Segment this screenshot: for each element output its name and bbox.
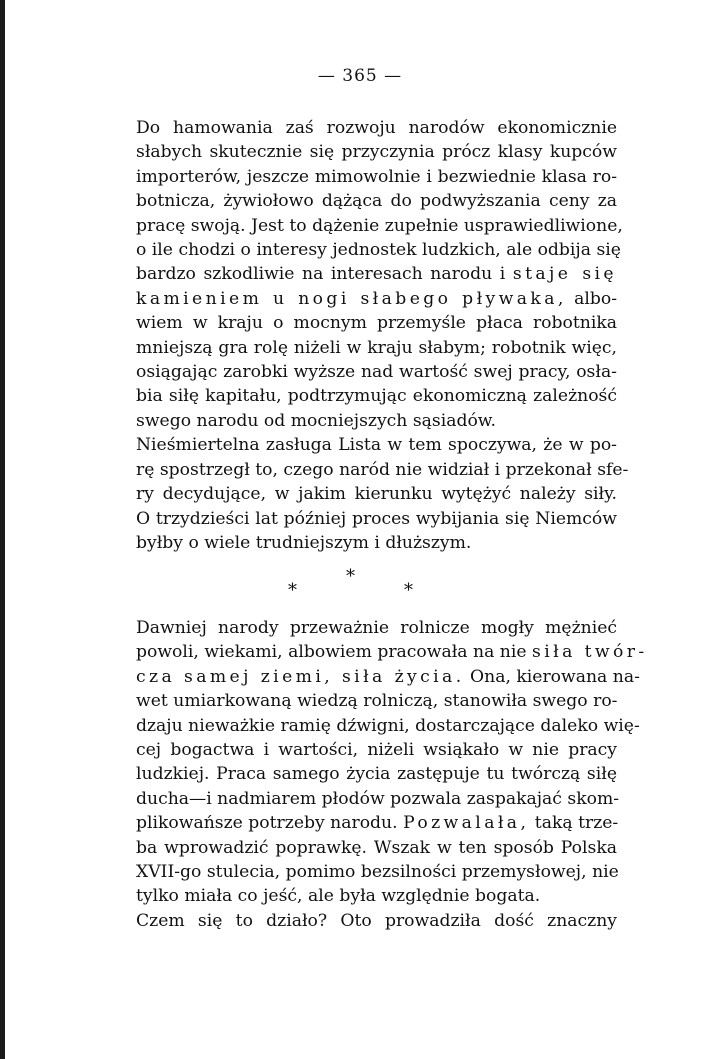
- text-line: byłby o wiele trudniejszym i dłuższym.: [136, 532, 472, 553]
- text-line: słabych skutecznie się przyczynia prócz klasy kupców: [136, 142, 617, 163]
- text-line: [108, 262, 617, 286]
- text-line: importerów, jeszcze mimowolnie i bezwiednie klasa ro-: [136, 166, 617, 187]
- spaced-emphasis: kamieniem u nogi słabego pływaka,: [136, 288, 567, 309]
- text-run: bardzo szkodliwie na interesach narodu i: [136, 264, 506, 285]
- text-line: wet umiarkowaną wiedzą rolniczą, stanowiła swego ro-: [136, 691, 618, 712]
- text-line: [108, 665, 640, 689]
- text-block-lower: [108, 616, 648, 933]
- text-line: wiem w kraju o mocnym przemyśle płaca robotnika: [136, 313, 617, 334]
- text-line: XVII-go stulecia, pomimo bezsilności przemysłowej, nie: [136, 862, 619, 883]
- separator-star: *: [288, 580, 297, 601]
- text-line: osiągając zarobki wyższe nad wartość swej pracy, osła-: [136, 362, 617, 383]
- section-separator: [0, 566, 720, 606]
- text-line: Do hamowania zaś rozwoju narodów ekonomicznie: [136, 118, 617, 138]
- text-line: [108, 287, 617, 311]
- spaced-emphasis: staje się: [512, 264, 618, 285]
- separator-star: *: [346, 566, 355, 587]
- page-number: — 365 —: [317, 66, 403, 86]
- spaced-emphasis: Pozwalała,: [403, 813, 530, 834]
- spaced-emphasis: siła twór-: [532, 642, 648, 663]
- text-line: swego narodu od mocniejszych sąsiadów.: [136, 410, 496, 431]
- text-line: [108, 811, 617, 835]
- text-run: Ona, kierowana na-: [470, 666, 640, 687]
- text-line: Dawniej narody przeważnie rolnicze mogły mężnieć: [136, 618, 617, 638]
- text-line: tylko miała co jeść, ale była względnie bogata.: [136, 886, 541, 907]
- separator-star: *: [404, 580, 413, 601]
- text-run: plikowańsze potrzeby narodu.: [136, 813, 398, 834]
- text-line: pracę swoją. Jest to dążenie zupełnie usprawiedliwione,: [136, 215, 623, 236]
- paragraph-1: [108, 116, 623, 433]
- spaced-emphasis: cza samej ziemi, siła życia.: [136, 666, 465, 687]
- text-line: O trzydzieści lat później proces wybijania się Niemców: [136, 508, 617, 529]
- text-line: o ile chodzi o interesy jednostek ludzkich, ale odbija się: [136, 240, 621, 261]
- paragraph-3: [108, 616, 648, 909]
- text-line: mniejszą gra rolę niżeli w kraju słabym; robotnik więc,: [136, 337, 617, 358]
- text-line: ba wprowadzić poprawkę. Wszak w ten sposób Polska: [136, 837, 617, 858]
- text-line: dzaju nieważkie ramię dźwigni, dostarczające daleko wię-: [136, 715, 640, 736]
- page-left-edge: [0, 0, 5, 1059]
- text-line: rę spostrzegł to, czego naród nie widział i przekonał sfe-: [136, 459, 629, 480]
- text-line: [108, 640, 648, 664]
- text-run: taką trze-: [534, 813, 619, 834]
- text-line: ducha—i nadmiarem płodów pozwala zaspakajać skom-: [136, 788, 620, 809]
- text-line: ludzkiej. Praca samego życia zastępuje tu twórczą siłę: [136, 764, 617, 785]
- paragraph-4: [108, 909, 617, 933]
- text-line: Nieśmiertelna zasługa Lista w tem spoczywa, że w po-: [136, 435, 617, 456]
- text-line: botnicza, żywiołowo dążąca do podwyższania ceny za: [136, 191, 617, 212]
- text-block-upper: [108, 116, 629, 555]
- paragraph-2: [108, 433, 629, 555]
- text-line: ry decydujące, w jakim kierunku wytężyć należy siły.: [136, 484, 617, 505]
- text-line: Czem się to działo? Oto prowadziła dość znaczny: [136, 910, 617, 931]
- text-line: cej bogactwa i wartości, niżeli wsiąkało w nie pracy: [136, 740, 617, 761]
- text-line: bia siłę kapitału, podtrzymując ekonomiczną zależność: [136, 386, 617, 407]
- text-run: albo-: [574, 288, 617, 309]
- text-run: powoli, wiekami, albowiem pracowała na nie: [136, 642, 527, 663]
